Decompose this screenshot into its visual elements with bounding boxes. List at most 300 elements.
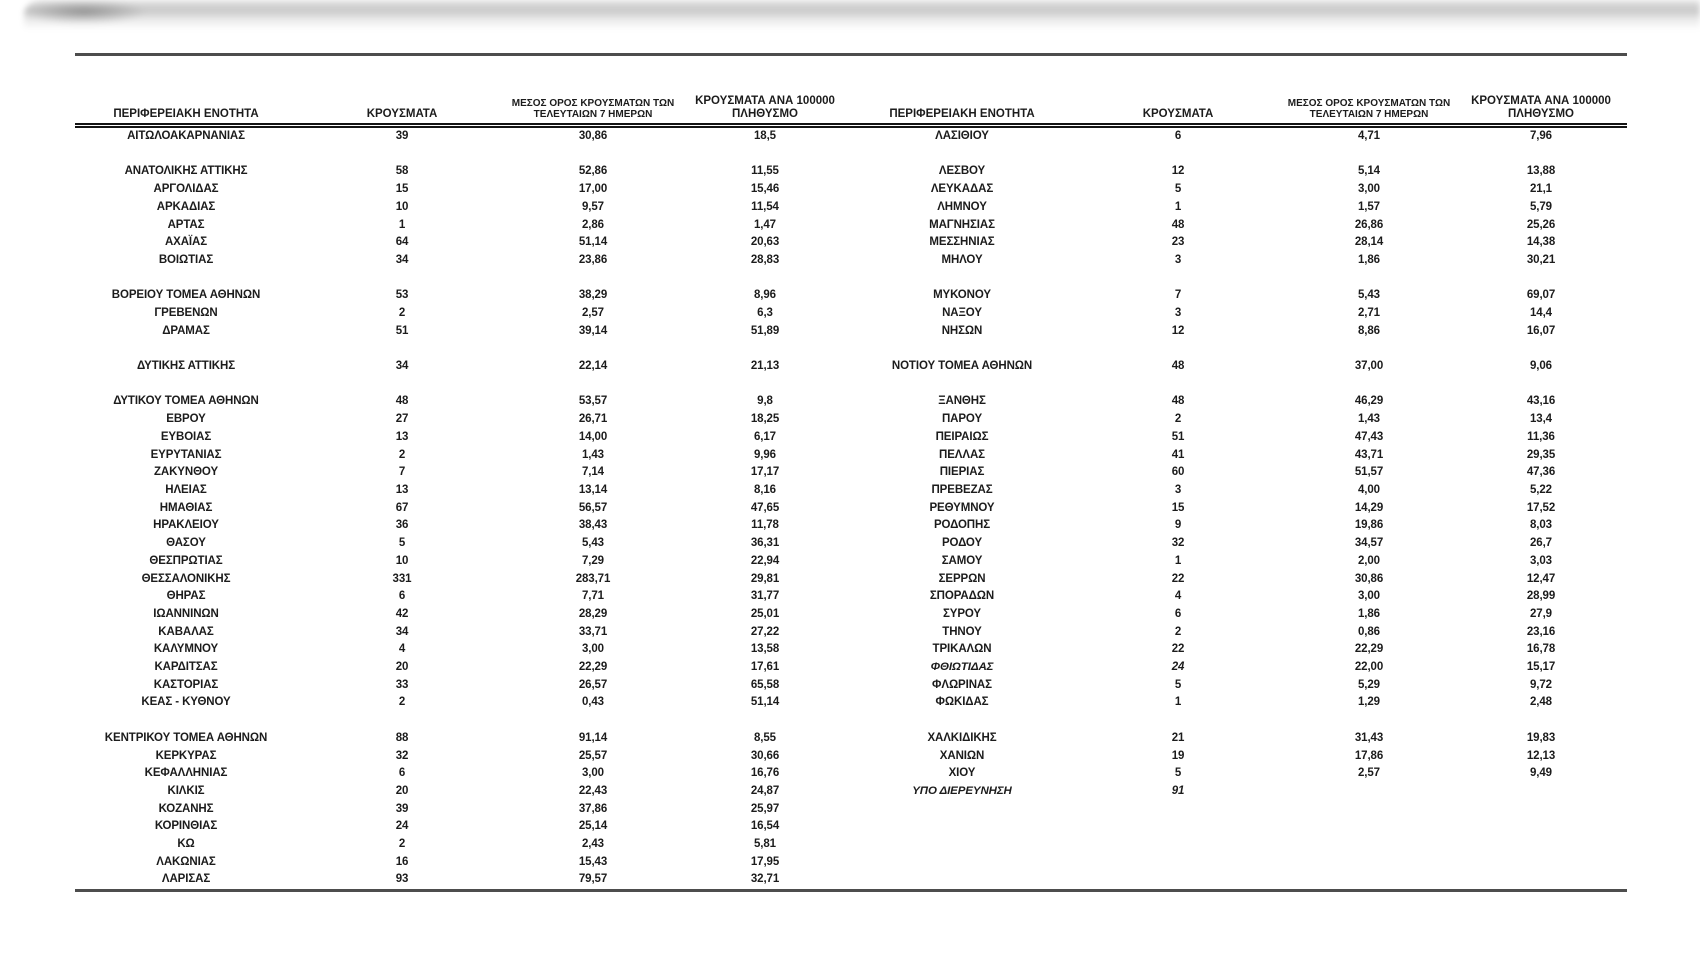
cell-region	[851, 854, 1073, 872]
cell-avg7	[507, 270, 679, 288]
header-per100k-right	[1455, 55, 1627, 126]
cell-cases: 12	[1171, 324, 1185, 337]
cell-avg7	[507, 712, 679, 730]
cell-per100k	[1455, 836, 1627, 854]
cell-region: ΑΧΑΪΑΣ	[164, 236, 208, 249]
cell-region: ΡΟΔΟΥ	[941, 537, 983, 550]
cell-avg7: 28,29	[578, 607, 608, 620]
cell-avg7: 47,43	[1354, 430, 1384, 443]
cell-cases: 41	[1171, 448, 1185, 461]
cell-avg7: 13,14	[578, 484, 608, 496]
cell-per100k: 15,46	[750, 183, 780, 196]
cell-per100k: 36,31	[750, 537, 780, 550]
cell-region: ΤΗΝΟΥ	[942, 625, 982, 638]
cell-region: ΣΑΜΟΥ	[941, 554, 983, 567]
cell-region: ΠΕΙΡΑΙΩΣ	[935, 430, 989, 443]
cell-avg7: 37,86	[578, 802, 608, 815]
cell-cases: 3	[1174, 253, 1182, 266]
cell-cases: 2	[398, 838, 406, 851]
cell-region: ΣΠΟΡΑΔΩΝ	[929, 590, 995, 603]
cell-region: ΕΥΡΥΤΑΝΙΑΣ	[150, 448, 222, 461]
cell-region: ΛΑΚΩΝΙΑΣ	[156, 855, 216, 868]
cell-region: ΑΡΓΟΛΙΔΑΣ	[153, 183, 219, 196]
cell-avg7: 30,86	[578, 130, 608, 142]
table-row	[75, 836, 1627, 854]
cell-region: ΚΕΦΑΛΛΗΝΙΑΣ	[144, 767, 228, 780]
cell-per100k: 1,47	[754, 218, 776, 231]
cell-region	[851, 818, 1073, 836]
cell-cases: 33	[395, 678, 409, 691]
cell-cases: 5	[1174, 183, 1182, 196]
cell-per100k: 18,25	[750, 413, 780, 426]
cell-per100k: 27,22	[750, 625, 780, 638]
cell-region: ΠΕΛΛΑΣ	[939, 448, 985, 461]
cell-cases: 6	[1174, 607, 1182, 620]
table-row	[75, 252, 1627, 270]
cell-region: ΜΕΣΣΗΝΙΑΣ	[929, 236, 995, 249]
header-per100k-line2: ΠΛΗΘΥΣΜΟ	[731, 107, 798, 120]
table-row	[75, 854, 1627, 872]
header-avg7-line2: ΤΕΛΕΥΤΑΙΩΝ 7 ΗΜΕΡΩΝ	[1309, 109, 1429, 120]
cell-region: ΛΗΜΝΟΥ	[937, 200, 987, 213]
cell-avg7: 14,00	[578, 430, 608, 443]
spacer-row	[75, 270, 1627, 288]
table-row	[75, 181, 1627, 199]
cell-per100k: 51,89	[750, 324, 780, 337]
table-row	[75, 765, 1627, 783]
cell-avg7: 26,57	[578, 678, 608, 691]
cell-per100k: 19,83	[1526, 731, 1556, 744]
cell-per100k: 14,38	[1526, 236, 1556, 249]
cell-per100k: 69,07	[1526, 289, 1556, 302]
cell-per100k	[679, 376, 851, 394]
cell-cases: 9	[1174, 519, 1182, 532]
cell-cases: 93	[395, 873, 409, 886]
cell-avg7: 22,00	[1354, 661, 1384, 674]
cell-avg7: 0,43	[582, 696, 604, 709]
header-per100k-left	[679, 55, 851, 126]
cell-avg7: 37,00	[1354, 360, 1384, 373]
cell-cases: 1	[1174, 554, 1182, 567]
cell-region: ΜΑΓΝΗΣΙΑΣ	[929, 218, 995, 231]
cell-region: ΚΕΡΚΥΡΑΣ	[155, 749, 217, 762]
cell-per100k: 43,16	[1526, 395, 1556, 408]
cell-per100k: 9,8	[757, 395, 773, 408]
cell-per100k	[1455, 376, 1627, 394]
header-cases-left: ΚΡΟΥΣΜΑΤΑ	[297, 55, 507, 126]
cell-avg7	[1283, 340, 1455, 358]
cell-per100k: 12,13	[1526, 749, 1556, 762]
cell-avg7: 34,57	[1354, 537, 1384, 550]
cell-per100k: 6,3	[757, 307, 773, 319]
cell-per100k	[1455, 783, 1627, 801]
cell-avg7: 5,43	[582, 537, 604, 550]
cell-region	[851, 712, 1073, 730]
cell-region: ΗΡΑΚΛΕΙΟΥ	[153, 519, 219, 532]
cell-avg7: 52,86	[578, 165, 608, 178]
header-row	[75, 55, 1627, 126]
cell-region: ΡΟΔΟΠΗΣ	[933, 519, 991, 532]
cell-avg7: 3,00	[1358, 183, 1380, 196]
cell-avg7	[1283, 146, 1455, 164]
cell-region: ΝΑΞΟΥ	[942, 307, 982, 319]
cell-cases: 20	[395, 661, 409, 674]
cell-cases: 16	[395, 855, 409, 868]
cell-per100k	[1455, 818, 1627, 836]
cell-avg7: 26,86	[1354, 218, 1384, 231]
header-per100k-line1: ΚΡΟΥΣΜΑΤΑ ΑΝΑ 100000	[1471, 95, 1611, 107]
cell-per100k: 11,55	[751, 165, 779, 178]
cell-cases: 39	[395, 802, 409, 815]
cell-region: ΑΡΤΑΣ	[167, 218, 205, 231]
cell-per100k: 17,17	[750, 466, 780, 479]
cell-per100k	[1455, 801, 1627, 819]
cell-per100k: 29,35	[1526, 448, 1556, 461]
cell-per100k: 8,03	[1530, 519, 1552, 532]
cell-per100k: 5,22	[1530, 484, 1552, 496]
cell-cases: 2	[1174, 413, 1182, 426]
table-row	[75, 287, 1627, 305]
cell-avg7: 283,71	[575, 572, 611, 585]
cell-per100k: 14,4	[1530, 307, 1552, 319]
cell-cases: 36	[395, 519, 409, 532]
cell-per100k: 32,71	[750, 873, 780, 886]
cell-cases: 48	[395, 395, 409, 408]
cell-avg7	[1283, 270, 1455, 288]
cell-region: ΝΟΤΙΟΥ ΤΟΜΕΑ ΑΘΗΝΩΝ	[891, 360, 1033, 373]
cell-cases	[297, 340, 507, 358]
cell-region: ΑΡΚΑΔΙΑΣ	[156, 200, 216, 213]
cell-avg7	[507, 376, 679, 394]
cell-region: ΛΑΡΙΣΑΣ	[161, 873, 211, 886]
cell-region	[75, 340, 297, 358]
cell-cases: 51	[1171, 430, 1185, 443]
cell-avg7: 0,86	[1358, 625, 1380, 638]
cell-cases: 6	[398, 590, 406, 603]
cell-cases: 22	[1171, 572, 1185, 585]
cell-avg7: 9,57	[582, 200, 604, 213]
header-cases-right: ΚΡΟΥΣΜΑΤΑ	[1073, 55, 1283, 126]
cell-per100k: 15,17	[1526, 661, 1556, 674]
cell-cases: 67	[395, 501, 409, 514]
cell-cases: 48	[1171, 218, 1185, 231]
cell-avg7	[1283, 836, 1455, 854]
cell-per100k: 9,49	[1530, 767, 1552, 780]
cell-cases: 6	[398, 767, 406, 780]
cell-cases: 7	[1174, 289, 1182, 302]
cell-cases: 6	[1174, 130, 1182, 142]
cell-per100k: 2,48	[1530, 696, 1552, 709]
cell-per100k: 65,58	[750, 678, 780, 691]
cell-per100k: 3,03	[1530, 554, 1552, 567]
cell-region: ΧΙΟΥ	[948, 767, 976, 780]
cell-cases	[1073, 871, 1283, 890]
cell-per100k: 9,96	[754, 448, 776, 461]
cell-avg7: 1,86	[1358, 607, 1380, 620]
cell-region	[75, 712, 297, 730]
cell-region: ΧΑΛΚΙΔΙΚΗΣ	[927, 731, 997, 744]
cell-cases	[297, 376, 507, 394]
table-row	[75, 606, 1627, 624]
cell-avg7: 2,71	[1358, 307, 1380, 319]
cell-region	[851, 146, 1073, 164]
cell-cases: 13	[395, 484, 409, 496]
cell-avg7: 53,57	[578, 395, 608, 408]
table-row	[75, 571, 1627, 589]
cell-avg7: 5,14	[1358, 165, 1380, 178]
cell-per100k: 12,47	[1526, 572, 1556, 585]
cell-per100k	[1455, 871, 1627, 890]
cell-per100k: 11,54	[751, 200, 779, 213]
cell-per100k: 17,52	[1526, 501, 1556, 514]
cell-cases	[297, 270, 507, 288]
cell-per100k: 24,87	[750, 784, 780, 797]
header-per100k-line1: ΚΡΟΥΣΜΑΤΑ ΑΝΑ 100000	[695, 95, 835, 107]
cell-avg7: 1,43	[582, 448, 604, 461]
cell-avg7: 56,57	[578, 501, 608, 514]
cell-per100k: 11,36	[1527, 430, 1555, 443]
cell-avg7: 2,86	[582, 218, 604, 231]
table-row	[75, 429, 1627, 447]
cell-cases: 3	[1174, 307, 1182, 319]
table-row	[75, 535, 1627, 553]
cell-per100k	[1455, 270, 1627, 288]
cell-avg7: 30,86	[1354, 572, 1384, 585]
cell-avg7: 5,43	[1358, 289, 1380, 302]
cell-cases	[1073, 376, 1283, 394]
cell-avg7: 2,00	[1358, 554, 1380, 567]
cell-per100k: 16,78	[1526, 643, 1556, 656]
cell-per100k: 8,55	[754, 731, 776, 744]
cell-region: ΘΕΣΠΡΩΤΙΑΣ	[149, 554, 223, 567]
cell-avg7: 79,57	[578, 873, 608, 886]
cell-cases: 60	[1171, 466, 1185, 479]
cell-avg7: 17,86	[1354, 749, 1384, 762]
table-row	[75, 783, 1627, 801]
cell-per100k	[1455, 854, 1627, 872]
cell-per100k: 13,58	[750, 643, 780, 656]
cell-region: ΗΜΑΘΙΑΣ	[159, 501, 213, 514]
cell-avg7: 5,29	[1358, 678, 1380, 691]
table-row	[75, 677, 1627, 695]
cell-per100k: 17,95	[750, 855, 780, 868]
cell-avg7: 39,14	[578, 324, 608, 337]
header-avg7-line1: ΜΕΣΟΣ ΟΡΟΣ ΚΡΟΥΣΜΑΤΩΝ ΤΩΝ	[511, 98, 675, 109]
cell-per100k: 31,77	[750, 590, 780, 603]
cell-cases: 34	[395, 625, 409, 638]
cell-per100k: 5,81	[754, 838, 776, 851]
cell-region	[75, 270, 297, 288]
cell-avg7: 22,29	[578, 661, 608, 674]
table-row	[75, 411, 1627, 429]
cell-cases: 24	[395, 820, 409, 833]
cell-avg7: 51,57	[1354, 466, 1384, 479]
header-avg7-line1: ΜΕΣΟΣ ΟΡΟΣ ΚΡΟΥΣΜΑΤΩΝ ΤΩΝ	[1287, 98, 1451, 109]
cell-avg7: 2,43	[582, 838, 604, 851]
table-row	[75, 641, 1627, 659]
cell-avg7: 1,86	[1358, 253, 1380, 266]
cell-per100k: 6,17	[754, 430, 776, 443]
cell-region: ΠΙΕΡΙΑΣ	[939, 466, 985, 479]
cell-per100k	[679, 270, 851, 288]
cell-region: ΘΑΣΟΥ	[166, 537, 206, 550]
cell-region: ΔΥΤΙΚΗΣ ΑΤΤΙΚΗΣ	[137, 360, 235, 373]
cell-avg7: 22,14	[578, 360, 608, 373]
cell-per100k: 47,36	[1526, 466, 1556, 479]
table-row	[75, 217, 1627, 235]
cell-region: ΛΕΣΒΟΥ	[938, 165, 986, 178]
cell-avg7: 25,57	[578, 749, 608, 762]
cell-per100k	[1455, 340, 1627, 358]
cell-cases: 19	[1171, 749, 1185, 762]
cell-cases	[297, 146, 507, 164]
cell-region: ΚΟΡΙΝΘΙΑΣ	[154, 820, 218, 833]
cell-region: ΦΩΚΙΔΑΣ	[935, 696, 989, 709]
cell-region: ΣΕΡΡΩΝ	[938, 572, 986, 585]
cell-per100k: 16,76	[750, 767, 780, 780]
cell-per100k: 9,72	[1530, 678, 1552, 691]
cell-region: ΛΕΥΚΑΔΑΣ	[930, 183, 994, 196]
cell-cases: 53	[395, 289, 409, 302]
cell-avg7: 7,71	[582, 590, 604, 603]
cell-cases	[297, 712, 507, 730]
cell-cases: 64	[395, 236, 409, 249]
cell-avg7: 33,71	[578, 625, 608, 638]
cell-avg7: 1,43	[1358, 413, 1380, 426]
table-row	[75, 801, 1627, 819]
table-row	[75, 126, 1627, 146]
cell-cases: 2	[398, 448, 406, 461]
cell-cases: 20	[395, 784, 409, 797]
cell-region: ΚΩ	[177, 838, 195, 851]
cell-region: ΠΑΡΟΥ	[941, 413, 983, 426]
cell-cases: 22	[1171, 643, 1185, 656]
cell-region: ΒΟΡΕΙΟΥ ΤΟΜΕΑ ΑΘΗΝΩΝ	[111, 289, 261, 302]
cell-cases: 5	[1174, 767, 1182, 780]
table-row	[75, 871, 1627, 890]
table-row	[75, 748, 1627, 766]
cell-region	[851, 836, 1073, 854]
cell-per100k: 5,79	[1530, 200, 1552, 213]
cell-region: ΚΑΒΑΛΑΣ	[158, 625, 214, 638]
cell-region: ΣΥΡΟΥ	[942, 607, 982, 620]
cell-avg7: 51,14	[578, 236, 608, 249]
cell-avg7: 2,57	[582, 307, 604, 319]
cell-per100k: 25,01	[750, 607, 780, 620]
cell-cases: 15	[1171, 501, 1185, 514]
cell-region: ΞΑΝΘΗΣ	[938, 395, 986, 408]
cell-avg7: 1,29	[1358, 696, 1380, 709]
cell-cases: 91	[1171, 784, 1185, 797]
cell-avg7: 26,71	[578, 413, 608, 426]
table-row	[75, 305, 1627, 323]
cell-cases: 2	[398, 307, 406, 319]
cell-per100k: 27,9	[1530, 607, 1552, 620]
cell-cases: 27	[395, 413, 409, 426]
cell-per100k: 23,16	[1526, 625, 1556, 638]
cell-per100k: 21,1	[1530, 183, 1552, 196]
spacer-row	[75, 340, 1627, 358]
cell-per100k: 30,66	[750, 749, 780, 762]
cell-cases: 1	[1174, 200, 1182, 213]
cell-avg7: 4,00	[1358, 484, 1380, 496]
cell-per100k: 13,4	[1530, 413, 1552, 426]
cell-avg7: 46,29	[1354, 395, 1384, 408]
cell-region: ΚΕΝΤΡΙΚΟΥ ΤΟΜΕΑ ΑΘΗΝΩΝ	[104, 731, 268, 744]
table-row	[75, 358, 1627, 376]
cell-per100k: 7,96	[1530, 130, 1552, 142]
table-row	[75, 464, 1627, 482]
cell-region: ΛΑΣΙΘΙΟΥ	[935, 130, 989, 142]
cell-cases: 48	[1171, 395, 1185, 408]
cell-region: ΦΛΩΡΙΝΑΣ	[932, 678, 992, 691]
cell-per100k: 13,88	[1526, 165, 1556, 178]
cell-cases: 58	[395, 165, 409, 178]
table-row	[75, 199, 1627, 217]
cell-avg7: 7,29	[582, 554, 604, 567]
cell-cases	[1073, 854, 1283, 872]
table-row	[75, 234, 1627, 252]
cell-per100k: 26,7	[1530, 537, 1552, 550]
cell-avg7: 3,00	[582, 643, 604, 656]
cell-per100k: 9,06	[1530, 360, 1552, 373]
cell-avg7	[1283, 712, 1455, 730]
cell-cases: 24	[1171, 661, 1185, 674]
cell-cases: 3	[1174, 484, 1182, 496]
cell-avg7: 25,14	[578, 820, 608, 833]
table-row	[75, 553, 1627, 571]
cell-cases: 23	[1171, 236, 1185, 249]
regional-cases-table	[75, 53, 1627, 892]
cell-cases: 5	[1174, 678, 1182, 691]
cell-cases: 15	[395, 183, 409, 196]
table-row	[75, 818, 1627, 836]
cell-cases: 4	[398, 643, 406, 656]
header-region-right: ΠΕΡΙΦΕΡΕΙΑΚΗ ΕΝΟΤΗΤΑ	[851, 55, 1073, 126]
cell-region: ΠΡΕΒΕΖΑΣ	[931, 484, 993, 496]
table-row	[75, 694, 1627, 712]
cell-avg7: 38,29	[578, 289, 608, 302]
cell-region	[851, 376, 1073, 394]
cell-avg7	[1283, 801, 1455, 819]
cell-avg7: 2,57	[1358, 767, 1380, 780]
cell-per100k: 51,14	[750, 696, 780, 709]
cell-region: ΚΟΖΑΝΗΣ	[158, 802, 214, 815]
cell-cases: 331	[392, 572, 412, 585]
header-avg7-right	[1283, 55, 1455, 126]
cell-per100k: 17,61	[750, 661, 780, 674]
table-row	[75, 447, 1627, 465]
cell-region: ΕΥΒΟΙΑΣ	[160, 430, 212, 443]
spacer-row	[75, 376, 1627, 394]
cell-region	[851, 270, 1073, 288]
cell-region: ΑΝΑΤΟΛΙΚΗΣ ΑΤΤΙΚΗΣ	[124, 165, 248, 178]
cell-region	[75, 146, 297, 164]
cell-region: ΚΑΛΥΜΝΟΥ	[153, 643, 219, 656]
table-row	[75, 624, 1627, 642]
cell-per100k: 16,54	[750, 820, 780, 833]
cell-avg7: 91,14	[578, 731, 608, 744]
cell-region: ΚΑΡΔΙΤΣΑΣ	[154, 661, 218, 674]
cell-cases: 34	[395, 253, 409, 266]
cell-per100k	[679, 340, 851, 358]
cell-region: ΜΗΛΟΥ	[941, 253, 983, 266]
cell-region: ΧΑΝΙΩΝ	[939, 749, 985, 762]
cell-avg7: 22,29	[1354, 643, 1384, 656]
cell-region: ΗΛΕΙΑΣ	[165, 484, 207, 496]
cell-avg7	[1283, 376, 1455, 394]
cell-per100k: 11,78	[751, 519, 779, 532]
